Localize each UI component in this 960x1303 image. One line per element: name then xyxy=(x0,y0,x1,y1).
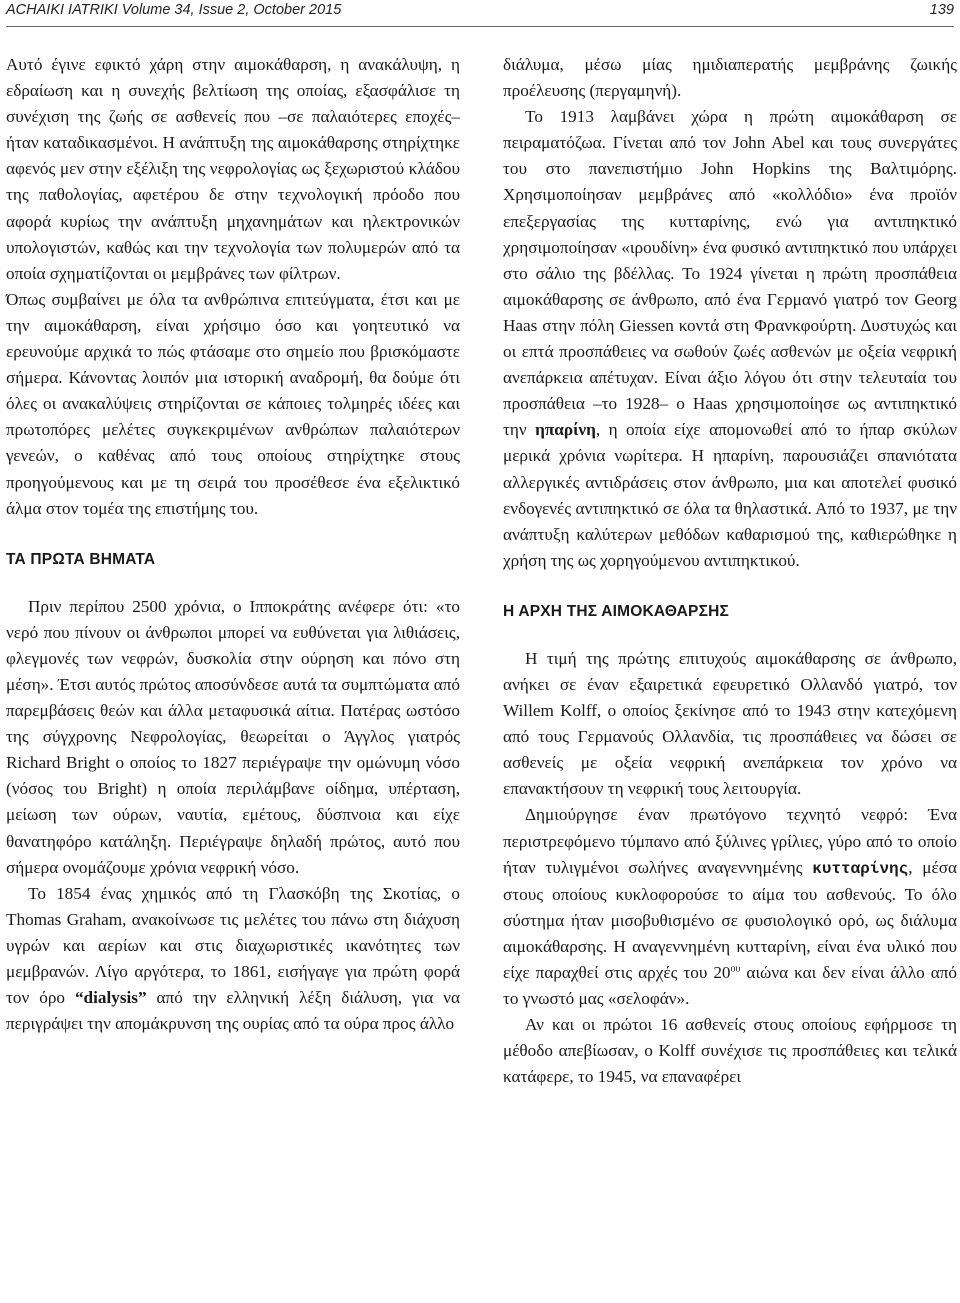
section-heading-beginning-of-hemodialysis: Η ΑΡΧΗ ΤΗΣ ΑΙΜΟΚΑΘΑΡΣΗΣ xyxy=(503,602,729,620)
right-paragraph-5: Αν και οι πρώτοι 16 ασθενείς στους οποίους εφήρμοσε τη μέθοδο απεβίωσαν, ο Kolff συνέχισε τις προσπάθειες και τελικά κατάφερε, το 1945, να επαναφέρει xyxy=(503,1015,957,1087)
heparin-term: ηπαρίνη xyxy=(535,420,596,440)
right-paragraph-1: διάλυμα, μέσω μίας ημιδιαπερατής μεμβράνης ζωικής προέλευσης (περγαμηνή). xyxy=(503,55,957,101)
page-number: 139 xyxy=(929,2,954,18)
running-header xyxy=(6,0,954,27)
section-heading-first-steps: ΤΑ ΠΡΩΤΑ ΒΗΜΑΤΑ xyxy=(6,550,156,568)
dialysis-term: “dialysis” xyxy=(74,988,147,1008)
journal-title: ACHAIKI IATRIKI Volume 34, Issue 2, October 2015 xyxy=(6,2,342,18)
left-paragraph-1: Αυτό έγινε εφικτό χάρη στην αιμοκάθαρση, η ανακάλυψη, η εδραίωση και η συνεχής βελτίωση της οποίας, εξασφάλισε τη συνέχιση της ζωής σε ασθενείς που –σε παλαιότερες εποχές– ήταν καταδικασμένοι. Η ανάπτυξη της αιμοκάθαρσης στηρίχτηκε αφενός μεν στην εξέλιξη της νεφρολογίας ως ξεχωριστού κλάδου της παθολογίας, αφετέρου δε στην τεχνολογική πρόοδο που αφορά κυρίως την ανάπτυξη μηχανημάτων και ηλεκτρονικών υπολογιστών, καθώς και την τεχνολογία των πολυμερών από τα οποία σχηματίζονται οι μεμβράνες των φίλτρων. xyxy=(6,55,460,283)
right-paragraph-3: Η τιμή της πρώτης επιτυχούς αιμοκάθαρσης σε άνθρωπο, ανήκει σε έναν εξαιρετικά εφευρετικό Ολλανδό γιατρό, τον Willem Kolff, ο οποίος ξεκίνησε από το 1943 στην κατεχόμενη από τους Γερμανούς Ολλανδία, τις προσπάθειες να δώσει σε ασθενείς με οξεία νεφρική ανεπάρκεια τον χρόνο να επανακτήσουν τη νεφρική τους λειτουργία. xyxy=(503,648,957,799)
left-paragraph-4: Το 1854 ένας χημικός από τη Γλασκόβη της Σκοτίας, ο Thomas Graham, ανακοίνωσε τις μελέτες του πάνω στη διάχυση υγρών και αερίων και στις διαχωριστικές ικανότητες των μεμβρανών. Λίγο αργότερα, το 1861, εισήγαγε για πρώτη φορά τον όρο “dialysis” από την ελληνική λέξη διάλυση, για να περιγράψει την απομάκρυνση της ουρίας από τα ούρα προς άλλο xyxy=(6,883,460,1034)
left-column xyxy=(6,52,460,1037)
left-paragraph-3: Πριν περίπου 2500 χρόνια, ο Ιπποκράτης ανέφερε ότι: «το νερό που πίνουν οι άνθρωποι μπορεί να ευθύνεται για λιθιάσεις, φλεγμονές των νεφρών, δυσκολία στην ούρηση και πόνο στη μέση». Έτσι αυτός πρώτος αποσύνδεσε αυτά τα συμπτώματα από παρεμβάσεις θεών και άλλα μεταφυσικά αίτια. Πατέρας ωστόσο της σύγχρονης Νεφρολογίας, θεωρείται ο Άγγλος γιατρός Richard Bright ο οποίος το 1827 περιέγραψε την ομώνυμη νόσο (νόσος του Bright) η οποία περιλάμβανε οίδημα, υπέρταση, μείωση των ούρων, ναυτία, εμέτους, δύσπνοια και είχε θανατηφόρο κατάληξη. Περιέγραψε δηλαδή πρώτος, αυτό που σήμερα ονομάζουμε χρόνια νεφρική νόσο. xyxy=(6,596,460,877)
century-superscript: ου xyxy=(730,963,741,975)
cellulose-term: κυτταρίνης xyxy=(812,859,909,878)
left-paragraph-2: Όπως συμβαίνει με όλα τα ανθρώπινα επιτεύγματα, έτσι και με την αιμοκάθαρση, είναι χρήσιμο όσο και γοητευτικό να ερευνούμε αρχικά το πώς φτάσαμε στο σημείο που βρισκόμαστε σήμερα. Κάνοντας λοιπόν μια ιστορική αναδρομή, θα δούμε ότι όλες οι ανακαλύψεις στηρίζονται σε κάποιες τολμηρές ιδέες και πρωτοπόρες μελέτες συγκεκριμένων ανθρώπων παλαιότερων γενεών, ο καθένας από τους οποίους στηρίχτηκε στους προηγούμενους και με τη σειρά του προσέθεσε ένα εξελικτικό άλμα στον τομέα της επιστήμης του. xyxy=(6,289,460,518)
right-paragraph-2: Το 1913 λαμβάνει χώρα η πρώτη αιμοκάθαρση σε πειραματόζωα. Γίνεται από τον John Abel και τους συνεργάτες του στο πανεπιστήμιο John Hopkins της Βαλτιμόρης. Χρησιμοποίησαν μεμβράνες από «κολλόδιο» ένα προϊόν επεξεργασίας της κυτταρίνης, ενώ για αντιπηκτικό χρησιμοποίησαν «ιρουδίνη» ένα φυσικό αντιπηκτικό που υπάρχει στο σάλιο της βδέλλας. Το 1924 γίνεται η πρώτη προσπάθεια αιμοκάθαρσης σε άνθρωπο, από ένα Γερμανό γιατρό τον Georg Haas στην πόλη Giessen κοντά στη Φρανκφούρτη. Δυστυχώς και οι επτά προσπάθειες να σωθούν ζωές ασθενών με οξεία νεφρική ανεπάρκεια απέτυχαν. Είναι άξιο λόγου ότι στην τελευταία του προσπάθεια –το 1928– ο Haas χρησιμοποίησε ως αντιπηκτικό την ηπαρίνη, η οποία είχε απομονωθεί από το ήπαρ σκύλων μερικά χρόνια νωρίτερα. Η ηπαρίνη, παρουσιάζει σπανιότατα αλλεργικές αντιδράσεις στον άνθρωπο, μια και αποτελεί φυσικό ενδογενές αντιπηκτικό σε όλα τα θηλαστικά. Από το 1937, με την ανάπτυξη καλύτερων μεθόδων καθαρισμού της, καθιερώθηκε η χρήση της ως χορηγούμενου αντιπηκτικού. xyxy=(503,107,957,570)
right-paragraph-4: Δημιούργησε έναν πρωτόγονο τεχνητό νεφρό: Ένα περιστρεφόμενο τύμπανο από ξύλινες γρίλιες, γύρο από το οποίο ήταν τυλιγμένοι σωλήνες αναγεννημένης κυτταρίνης, μέσα στους οποίους κυκλοφορούσε το αίμα του ασθενούς. Το όλο σύστημα ήταν μισοβυθισμένο σε φυσιολογικό ορό, ως διάλυμα αιμοκάθαρσης. Η αναγεννημένη κυτταρίνη, είναι ένα υλικό που είχε παραχθεί στις αρχές του $20^{o\upsilon}$ αιώνα και δεν είναι άλλο από το γνωστό μας «σελοφάν». xyxy=(503,805,957,1009)
right-column xyxy=(503,52,957,1090)
